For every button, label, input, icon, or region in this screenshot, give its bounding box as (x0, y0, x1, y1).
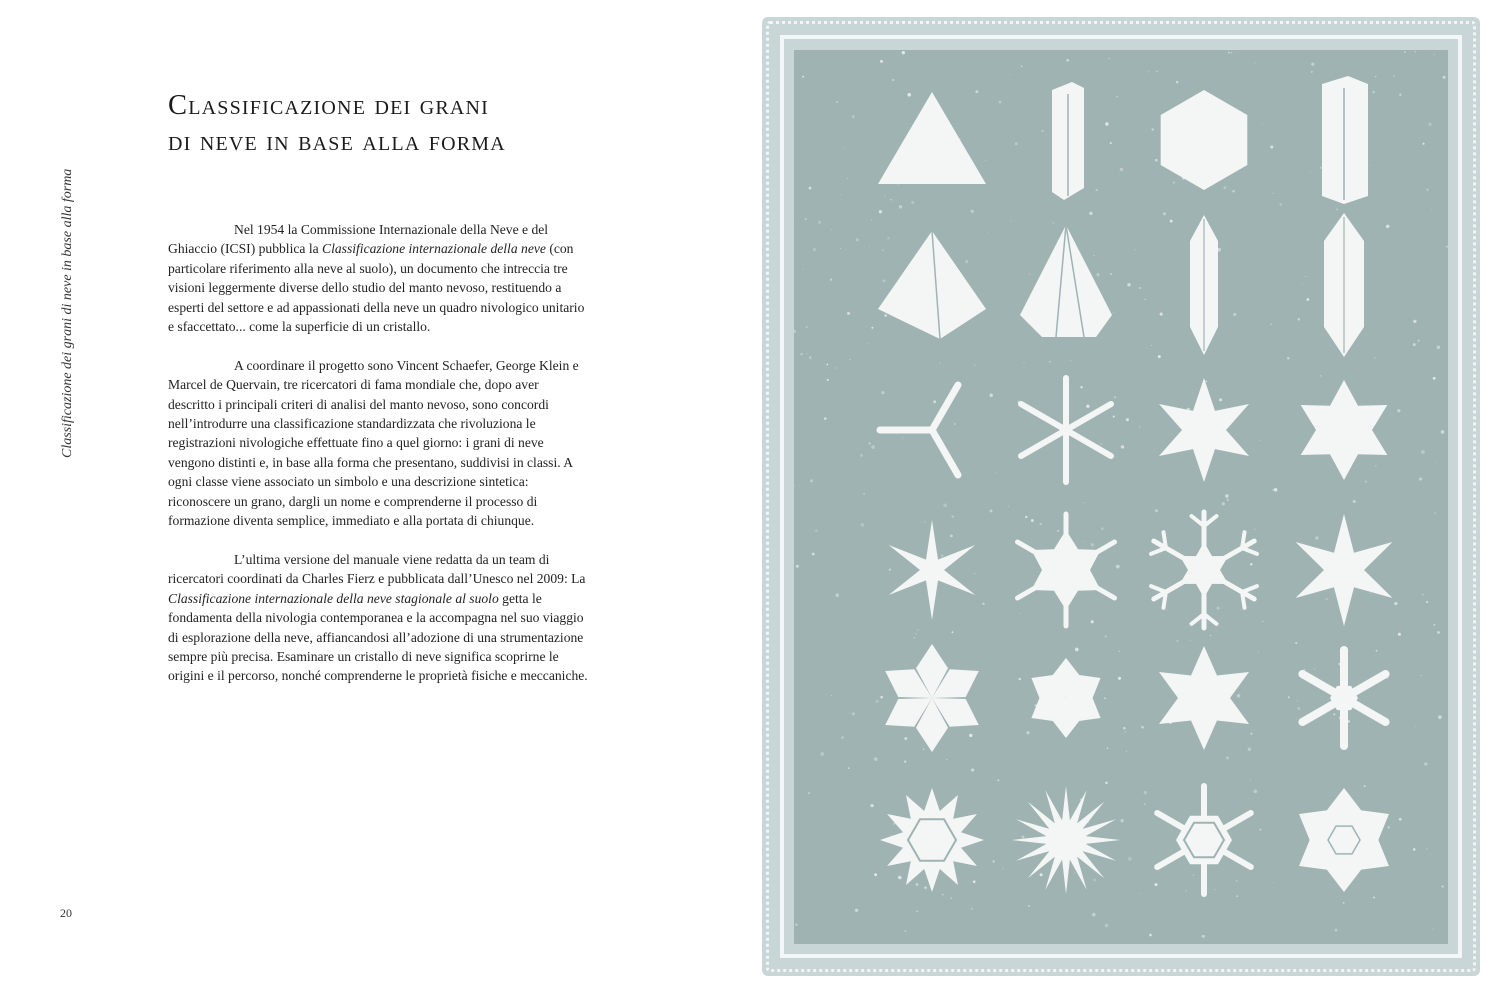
small-stellar-crystal-icon (1302, 650, 1385, 746)
running-head: Classificazione dei grani di neve in base alla forma (60, 168, 75, 458)
p1-acronym: ICSI (225, 241, 251, 257)
paragraph-1 (168, 220, 588, 336)
p2-text: A coordinare il progetto sono Vincent Schaefer, George Klein e Marcel de Quervain, tre ricercatori di fama mondiale che, dopo aver descritto i principali criteri di analisi del manto nevoso, sono concordi nell’introdurre una classificazione standardizzata che rivoluziona le registrazioni nivologiche effettuate fino a quel giorno: i grani di neve vengono distinti e, in base alla forma che presentano, suddivisi in classi. A ogni classe viene associato un simbolo e una descrizione sintetica: riconoscere un grano, dargli un nome e comprenderne il processo di formazione diventa semplice, immediato e alla portata di chiunque. (168, 357, 579, 529)
crystal-grid (878, 76, 1393, 894)
pointed-column-icon (1190, 215, 1218, 355)
p1-text-c: ) pubblica la (250, 241, 323, 257)
title-line-1: Classificazione dei grani (168, 90, 490, 121)
page-number: 20 (60, 906, 72, 920)
triangular-pyramid-icon (878, 231, 986, 339)
hexagonal-column-icon (1322, 76, 1368, 204)
six-arm-crystal-icon (1021, 378, 1111, 482)
triangle-plate-icon (878, 92, 986, 184)
faceted-star-icon (1159, 646, 1249, 750)
paragraph-3 (168, 550, 588, 686)
large-six-point-star-icon (1296, 514, 1393, 626)
p1-text-a: Nel 1954 la Commissione Internazionale della Neve e del Ghiaccio ( (168, 222, 549, 257)
hexagonal-pyramid-icon (1020, 225, 1112, 337)
p3-text-c: getta le fondamenta della nivologia contemporanea e la accompagna nel suo viaggio di esplorazione della neve, affiancandosi all’adozione di una strumentazione sempre più precisa. Esaminare un cristallo di neve significa scoprirne le origini e il percorso, nonché comprenderne le proprietà fisiche e meccaniche. (168, 590, 588, 684)
p1-text-e: (con particolare riferimento alla neve al suolo), un documento che intreccia tre visioni leggermente diverse dello studio del manto nevoso, restituendo a esperti del settore e ad appassionati della neve un quadro nivologico unitario e sfaccettato... come la superficie di un cristallo. (168, 241, 585, 335)
right-page (750, 0, 1500, 989)
star-of-david-crystal-icon (1018, 514, 1115, 626)
branched-dendrite-icon (1151, 512, 1257, 628)
sectored-plate-icon (1157, 786, 1251, 894)
crystal-grid-svg (794, 50, 1448, 944)
hexagon-plate-icon (1161, 90, 1248, 190)
wide-petal-crystal-icon (885, 644, 979, 752)
three-arm-crystal-icon (880, 385, 958, 475)
crystal-illustration-plate (794, 50, 1448, 944)
many-point-star-icon (1012, 786, 1120, 894)
star-hexagon-crystal-icon (1301, 380, 1388, 480)
p3-italic-title: Classificazione internazionale della neve stagionale al suolo (168, 590, 499, 606)
small-petal-crystal-icon (1031, 658, 1100, 738)
page-title (168, 88, 598, 160)
body-text (168, 220, 588, 705)
capped-pointed-column-icon (1324, 213, 1364, 357)
narrow-six-point-star-icon (889, 520, 976, 620)
p3-text-a: L’ultima versione del manuale viene redatta da un team di ricercatori coordinati da Charles Fierz e pubblicata dall’Unesco nel 2009: La (168, 551, 586, 587)
rhombus-flower-icon (1299, 788, 1389, 892)
title-line-2: di neve in base alla forma (168, 126, 506, 157)
six-point-star-icon (1159, 378, 1249, 482)
p1-italic-title: Classificazione internazionale della neve (322, 241, 546, 257)
sunburst-hexagon-icon (880, 788, 984, 892)
paragraph-2 (168, 356, 588, 531)
prism-column-icon (1052, 82, 1084, 200)
